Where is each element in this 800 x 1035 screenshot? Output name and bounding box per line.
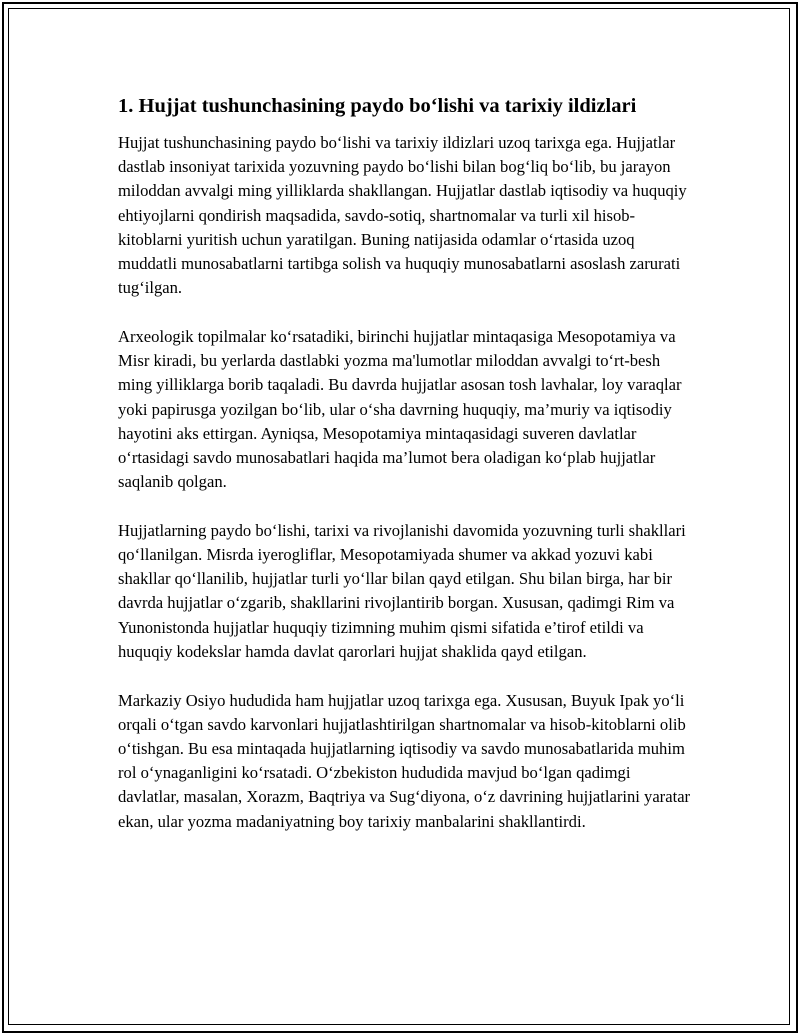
paragraph-4: Markaziy Osiyo hududida ham hujjatlar uzoq tarixga ega. Xususan, Buyuk Ipak yo‘li orqali o‘tgan savdo karvonlari hujjatlashtirilgan shartnomalar va hisob-kitoblarni olib o‘tishgan. Bu esa mintaqada hujjatlarning iqtisodiy va savdo munosabatlarida muhim rol o‘ynaganligini ko‘rsatadi. O‘zbekiston hududida mavjud bo‘lgan qadimgi davlatlar, masalan, Xorazm, Baqtriya va Sug‘diyona, o‘z davrining hujjatlarini yaratar ekan, ular yozma madaniyatning boy tarixiy manbalarini shakllantirdi. — [118, 690, 691, 831]
paragraph-1: Hujjat tushunchasining paydo bo‘lishi va tarixiy ildizlari uzoq tarixga ega. Hujjatlar dastlab insoniyat tarixida yozuvning paydo bo‘lishi bilan bog‘liq bo‘lib, bu jarayon miloddan avvalgi ming yilliklarda shakllangan. Hujjatlar dastlab iqtisodiy va huquqiy ehtiyojlarni qondirish maqsadida, savdo-sotiq, shartnomalar va turli xil hisob-kitoblarni yuritish uchun yaratilgan. Buning natijasida odamlar o‘rtasida uzoq muddatli munosabatlarni tartibga solish va huquqiy munosabatlarni asoslash zarurati tug‘ilgan. — [118, 133, 687, 298]
paragraph-2: Arxeologik topilmalar ko‘rsatadiki, birinchi hujjatlar mintaqasiga Mesopotamiya va Misr kiradi, bu yerlarda dastlabki yozma ma'lumotlar miloddan avvalgi to‘rt-besh ming yilliklarga borib taqaladi. Bu davrda hujjatlar asosan tosh lavhalar, loy varaqlar yoki papirusga yozilgan bo‘lib, ular o‘sha davrning huquqiy, ma’muriy va iqtisodiy hayotini aks ettirgan. Ayniqsa, Mesopotamiya mintaqasidagi suveren davlatlar o‘rtasidagi savdo munosabatlari haqida ma’lumot bera oladigan ko‘plab hujjatlar saqlanib qolgan. — [118, 326, 682, 492]
document-body — [118, 92, 693, 858]
paragraph-3: Hujjatlarning paydo bo‘lishi, tarixi va rivojlanishi davomida yozuvning turli shakllari qo‘llanilgan. Misrda iyerogliflar, Mesopotamiyada shumer va akkad yozuvi kabi shakllar qo‘llanilib, hujjatlar turli yo‘llar bilan qayd etilgan. Shu bilan birga, har bir davrda hujjatlar o‘zgarib, shakllarini rivojlantirib borgan. Xususan, qadimgi Rim va Yunonistonda hujjatlar huquqiy tizimning muhim qismi sifatida e’tirof etildi va huquqiy kodekslar hamda davlat qarorlari hujjat shaklida qayd etilgan. — [118, 520, 686, 661]
section-heading: 1. Hujjat tushunchasining paydo bo‘lishi va tarixiy ildizlari — [118, 95, 637, 117]
